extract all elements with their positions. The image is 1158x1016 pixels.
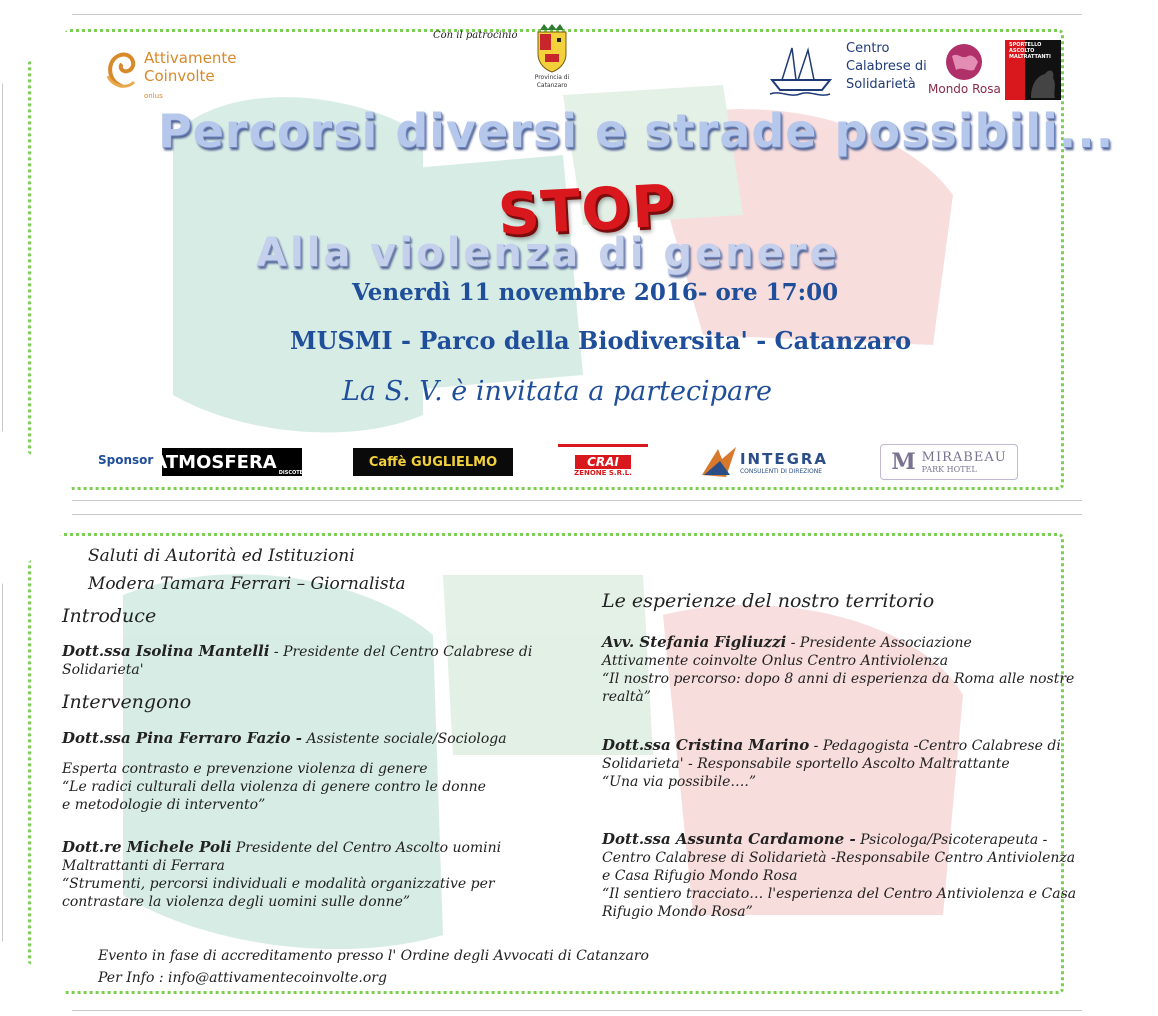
attivamente-logo-text-2a: Coinvolte (144, 67, 215, 85)
t3-line1: Centro Calabrese di Solidarietà -Responsabile Centro Antiviolenza (602, 850, 1076, 866)
invite-line: La S. V. è invitata a partecipare (342, 376, 773, 407)
t2-line1: Solidarieta' - Responsabile sportello Ascolto Maltrattante (602, 756, 1010, 772)
globe-icon (944, 42, 984, 82)
sportello-text-1: SPORTELLO (1009, 42, 1042, 48)
t1-line1: Attivamente coinvolte Onlus Centro Antiviolenza (602, 653, 949, 669)
speaker1-line1: Esperta contrasto e prevenzione violenza di genere (62, 761, 428, 777)
event-date: Venerdì 11 novembre 2016- ore 17:00 (352, 279, 839, 306)
info-contact[interactable]: Per Info : info@attivamentecoinvolte.org (98, 970, 387, 986)
spiral-icon (102, 46, 142, 92)
sponsor-atmosfera (153, 448, 311, 476)
t2-role: - Pedagogista -Centro Calabrese di (809, 738, 1061, 754)
attivamente-logo-text-3: onlus (144, 92, 163, 100)
t3-line4: Rifugio Mondo Rosa” (602, 904, 753, 920)
sponsor-crai-sub: ZENONE S.R.L. (574, 469, 632, 477)
ccs-logo-text-1: Centro (846, 41, 890, 56)
sponsor-guglielmo (353, 448, 513, 476)
ccs-logo-text-3: Solidarietà (846, 77, 916, 92)
sponsor-crai-name: CRAI (575, 455, 631, 469)
sponsor-integra-name: INTEGRA (739, 449, 829, 468)
attivamente-logo-text-2 (144, 68, 232, 105)
speaker1-details (62, 760, 562, 814)
mirabeau-m-icon: M (891, 449, 916, 475)
speaker2-role: Presidente del Centro Ascolto uomini (231, 840, 502, 856)
ccs-logo (768, 40, 928, 100)
territory-speaker1 (602, 633, 1102, 706)
t3-line2: e Casa Rifugio Mondo Rosa (602, 868, 798, 884)
mondo-rosa-logo (928, 42, 1000, 100)
speaker2-line3: contrastare la violenza degli uomini sulle donne” (62, 894, 411, 910)
intro-role: - Presidente del Centro Calabrese di (269, 644, 533, 660)
t1-role: - Presidente Associazione (786, 635, 972, 651)
introduce-heading: Introduce (62, 605, 157, 627)
t1-name: Avv. Stefania Figliuzzi (602, 633, 787, 651)
sportello-text-3: MALTRATTANTI (1009, 54, 1051, 60)
sponsor-integra-sub: CONSULENTI DI DIREZIONE (739, 467, 823, 475)
sponsor-mirabeau-sub: PARK HOTEL (921, 465, 977, 474)
event-title: Percorsi diversi e strade possibili... (158, 104, 1115, 158)
province-label-2: Catanzaro (536, 82, 568, 89)
t1-line3: realtà” (602, 689, 651, 705)
t3-role: Psicologa/Psicoterapeuta - (855, 832, 1048, 848)
speaker1-block (62, 729, 562, 748)
greetings: Saluti di Autorità ed Istituzioni (88, 546, 355, 566)
mondo-rosa-text: Mondo Rosa (928, 82, 1001, 96)
speaker2-name: Dott.re Michele Poli (62, 838, 232, 856)
sponsor-crai (558, 444, 648, 485)
integra-icon (700, 445, 738, 479)
crest-icon (530, 24, 574, 74)
ship-icon (768, 42, 840, 98)
speaker1-line2: “Le radici culturali della violenza di genere contro le donne (62, 779, 486, 795)
event-venue: MUSMI - Parco della Biodiversita' - Catanzaro (290, 326, 912, 355)
t3-line3: “Il sentiero tracciato… l'esperienza del Centro Antiviolenza e Casa (602, 886, 1077, 902)
t1-line2: “Il nostro percorso: dopo 8 anni di esperienza da Roma alle nostre (602, 671, 1075, 687)
accreditation-note: Evento in fase di accreditamento presso l' Ordine degli Avvocati di Catanzaro (98, 948, 649, 964)
sportello-logo (1005, 40, 1061, 100)
attivamente-logo-text-1: Attivamente (144, 49, 237, 67)
speaker2-line2: “Strumenti, percorsi individuali e modalità organizzative per (62, 876, 495, 892)
territory-heading: Le esperienze del nostro territorio (602, 590, 935, 612)
t2-line2: “Una via possibile….” (602, 774, 756, 790)
sponsor-label: Sponsor (98, 453, 154, 467)
intro-name: Dott.ssa Isolina Mantelli (62, 642, 270, 660)
intro-block (62, 642, 562, 679)
sportello-text-2: ASCOLTO (1009, 48, 1035, 54)
province-crest (530, 24, 574, 92)
stop-text: STOP (496, 171, 677, 249)
speaker1-role: Assistente sociale/Sociologa (302, 731, 507, 747)
sponsor-integra (688, 444, 840, 480)
sponsor-atmosfera-sub: DISCOTECA (278, 470, 311, 476)
speaker2-line1: Maltrattanti di Ferrara (62, 858, 225, 874)
intro-role-2: Solidarieta' (62, 662, 144, 678)
t2-name: Dott.ssa Cristina Marino (602, 736, 810, 754)
speaker1-name: Dott.ssa Pina Ferraro Fazio - (62, 729, 302, 747)
sponsor-mirabeau-name: MIRABEAU (921, 450, 1007, 465)
territory-speaker3 (602, 830, 1102, 921)
speakers-heading: Intervengono (62, 691, 192, 713)
sponsor-atmosfera-name: ATMOSFERA (153, 451, 277, 473)
territory-speaker2 (602, 736, 1102, 791)
patronage-label: Con il patrocinio (433, 30, 518, 41)
sponsor-guglielmo-name: Caffè GUGLIELMO (368, 454, 498, 470)
province-label-1: Provincia di (534, 74, 570, 81)
speaker1-line3: e metodologie di intervento” (62, 797, 266, 813)
event-subtitle: Alla violenza di genere (256, 230, 840, 276)
silhouette-icon (1023, 58, 1059, 98)
ccs-logo-text-2: Calabrese di (846, 59, 927, 74)
sponsor-mirabeau (880, 444, 1018, 480)
moderator: Modera Tamara Ferrari – Giornalista (88, 574, 406, 594)
speaker2-block (62, 838, 562, 911)
attivamente-logo (102, 46, 237, 100)
t3-name: Dott.ssa Assunta Cardamone - (602, 830, 856, 848)
